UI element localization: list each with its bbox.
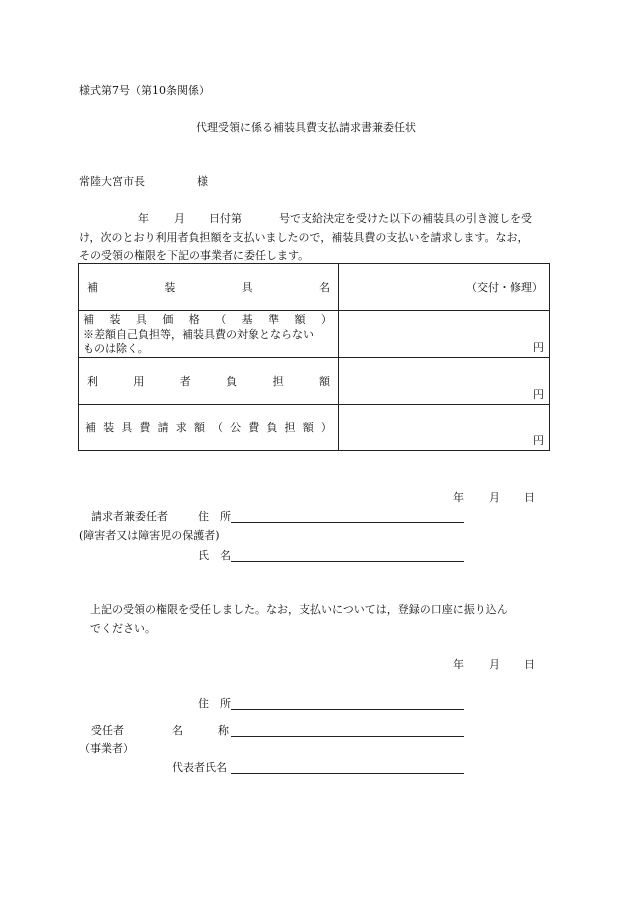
issue-repair-label: （交付・修理）	[466, 281, 543, 294]
agent-representative-field[interactable]	[231, 760, 464, 774]
addressee-honorific: 様	[197, 175, 208, 188]
table-row-claim-amount	[79, 405, 549, 450]
agent-name-field[interactable]	[231, 723, 464, 737]
claimant-name-field[interactable]	[231, 548, 464, 562]
yen-unit: 円	[533, 387, 544, 401]
claimant-role: 請求者兼委任者	[91, 510, 168, 523]
claimant-name-label: 氏 名	[198, 549, 231, 562]
date-month: 月	[489, 658, 500, 671]
price-note-line1: ※差額自己負担等，補装具費の対象とならない	[83, 328, 314, 341]
claim-table	[78, 263, 550, 451]
date-month: 月	[489, 491, 500, 504]
agent-representative-label: 代表者氏名	[172, 761, 227, 774]
claim-amount-label: 補 装 具 費 請 求 額 （ 公 費 負 担 額 ）	[85, 421, 332, 434]
table-row-user-burden	[79, 358, 549, 405]
agent-address-label: 住 所	[198, 697, 231, 710]
yen-unit: 円	[533, 433, 544, 447]
body-month: 月	[174, 212, 185, 225]
document-title: 代理受領に係る補装具費支払請求書兼委任状	[196, 121, 416, 134]
date-year: 年	[453, 658, 464, 671]
body-line3: その受領の権限を下記の事業者に委任します。	[79, 249, 310, 262]
agent-name-label-2: 称	[218, 724, 229, 737]
table-row-device-name	[79, 264, 549, 311]
date-day: 日	[524, 491, 535, 504]
agent-address-field[interactable]	[231, 696, 464, 710]
agent-note: （事業者）	[79, 742, 134, 755]
user-burden-label: 利 用 者 負 担 額	[87, 375, 330, 388]
body-date-prefix: 日付第	[209, 212, 242, 225]
acceptance-line1: 上記の受領の権限を受任しました。なお，支払いについては，登録の口座に振り込ん	[90, 603, 508, 616]
acceptance-line2: でください。	[90, 622, 156, 635]
form-number: 様式第7号（第10条関係）	[79, 84, 210, 97]
date-day: 日	[524, 658, 535, 671]
body-year: 年	[138, 212, 149, 225]
device-price-label: 補 装 具 価 格 （ 基 準 額 ）	[83, 313, 332, 326]
body-line2: け，次のとおり利用者負担額を支払いましたので，補装具費の支払いを請求します。なお，	[79, 231, 529, 244]
body-line1-rest: 号で支給決定を受けた以下の補装具の引き渡しを受	[279, 212, 532, 225]
yen-unit: 円	[533, 340, 544, 354]
addressee-name: 常陸大宮市長	[79, 175, 145, 188]
device-name-label: 補 装 具 名	[87, 281, 330, 294]
table-row-device-price	[79, 311, 549, 358]
date-year: 年	[453, 491, 464, 504]
price-note-line2: ものは除く。	[83, 342, 149, 355]
claimant-address-label: 住 所	[198, 510, 231, 523]
claimant-address-field[interactable]	[231, 509, 464, 523]
agent-role: 受任者	[91, 724, 124, 737]
claimant-note: (障害者又は障害児の保護者)	[79, 529, 220, 542]
agent-name-label-1: 名	[172, 724, 183, 737]
